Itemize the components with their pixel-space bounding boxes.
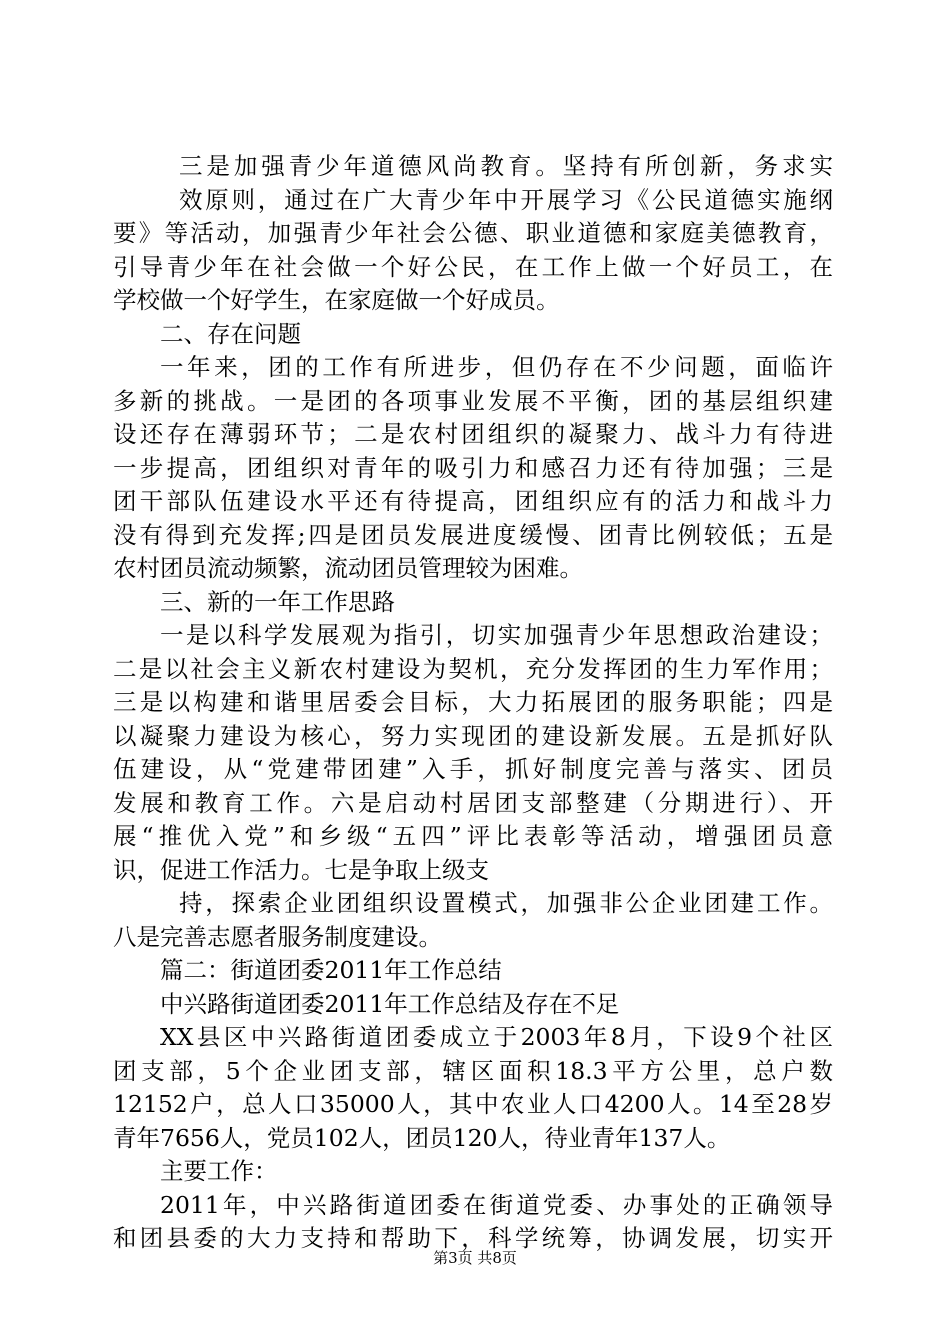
text-line-1: 三是加强青少年道德风尚教育。坚持有所创新，务求实 [179,152,833,180]
text-line-16: 二是以社会主义新农村建设为契机，充分发挥团的生力军作用； [113,654,833,683]
text-line-8: 多新的挑战。一是团的各项事业发展不平衡，团的基层组织建 [113,386,833,415]
text-line-12: 没有得到充发挥;四是团员发展进度缓慢、团青比例较低；五是 [113,520,833,549]
text-line-24: 八是完善志愿者服务制度建设。 [113,922,442,951]
text-line-20: 发展和教育工作。六是启动村居团支部整建（分期进行）、开 [113,788,833,817]
document-body [113,150,833,1256]
text-line-23: 持，探索企业团组织设置模式，加强非公企业团建工作。 [179,889,833,917]
text-line-10: 一步提高，团组织对青年的吸引力和感召力还有待加强；三是 [113,453,833,482]
section-heading-chapter-two: 篇二：街道团委2011年工作总结 [160,956,502,984]
text-line-19: 伍建设，从“党建带团建”入手，抓好制度完善与落实、团员 [113,755,833,783]
text-line-28: 团支部，5个企业团支部，辖区面积18.3平方公里，总户数 [113,1056,833,1085]
subtitle-line: 中兴路街道团委2011年工作总结及存在不足 [160,989,620,1018]
text-line-29: 12152户，总人口35000人，其中农业人口4200人。14至28岁 [113,1090,833,1118]
text-line-2: 效原则，通过在广大青少年中开展学习《公民道德实施纲 [179,185,833,214]
page-footer: 第3页 共8页 [433,1249,517,1267]
section-heading-problems: 二、存在问题 [160,319,301,348]
text-line-9: 设还存在薄弱环节；二是农村团组织的凝聚力、战斗力有待进 [113,420,833,448]
text-line-17: 三是以构建和谐里居委会目标，大力拓展团的服务职能；四是 [113,688,833,716]
text-line-21: 展“推优入党”和乡级“五四”评比表彰等活动，增强团员意 [113,822,833,850]
section-heading-plan: 三、新的一年工作思路 [160,587,395,616]
text-line-7: 一年来，团的工作有所进步，但仍存在不少问题，面临许 [160,353,833,381]
text-line-13: 农村团员流动频繁，流动团员管理较为困难。 [113,554,583,582]
section-heading-main-work: 主要工作： [160,1157,278,1185]
text-line-15: 一是以科学发展观为指引，切实加强青少年思想政治建设； [160,621,833,649]
text-line-27: XX县区中兴路街道团委成立于2003年8月，下设9个社区 [160,1023,833,1051]
text-line-18: 以凝聚力建设为核心，努力实现团的建设新发展。五是抓好队 [113,721,833,750]
text-line-3: 要》等活动，加强青少年社会公德、职业道德和家庭美德教育， [113,219,833,247]
text-line-5: 学校做一个好学生，在家庭做一个好成员。 [113,286,560,314]
text-line-33: 和团县委的大力支持和帮助下，科学统筹，协调发展，切实开 [113,1224,833,1252]
text-line-22: 识，促进工作活力。七是争取上级支 [113,855,489,884]
text-line-4: 引导青少年在社会做一个好公民，在工作上做一个好员工，在 [113,252,833,281]
text-line-32: 2011年，中兴路街道团委在街道党委、办事处的正确领导 [160,1190,833,1219]
text-line-11: 团干部队伍建设水平还有待提高，团组织应有的活力和战斗力 [113,487,833,515]
text-line-30: 青年7656人，党员102人，团员120人，待业青年137人。 [113,1123,731,1152]
